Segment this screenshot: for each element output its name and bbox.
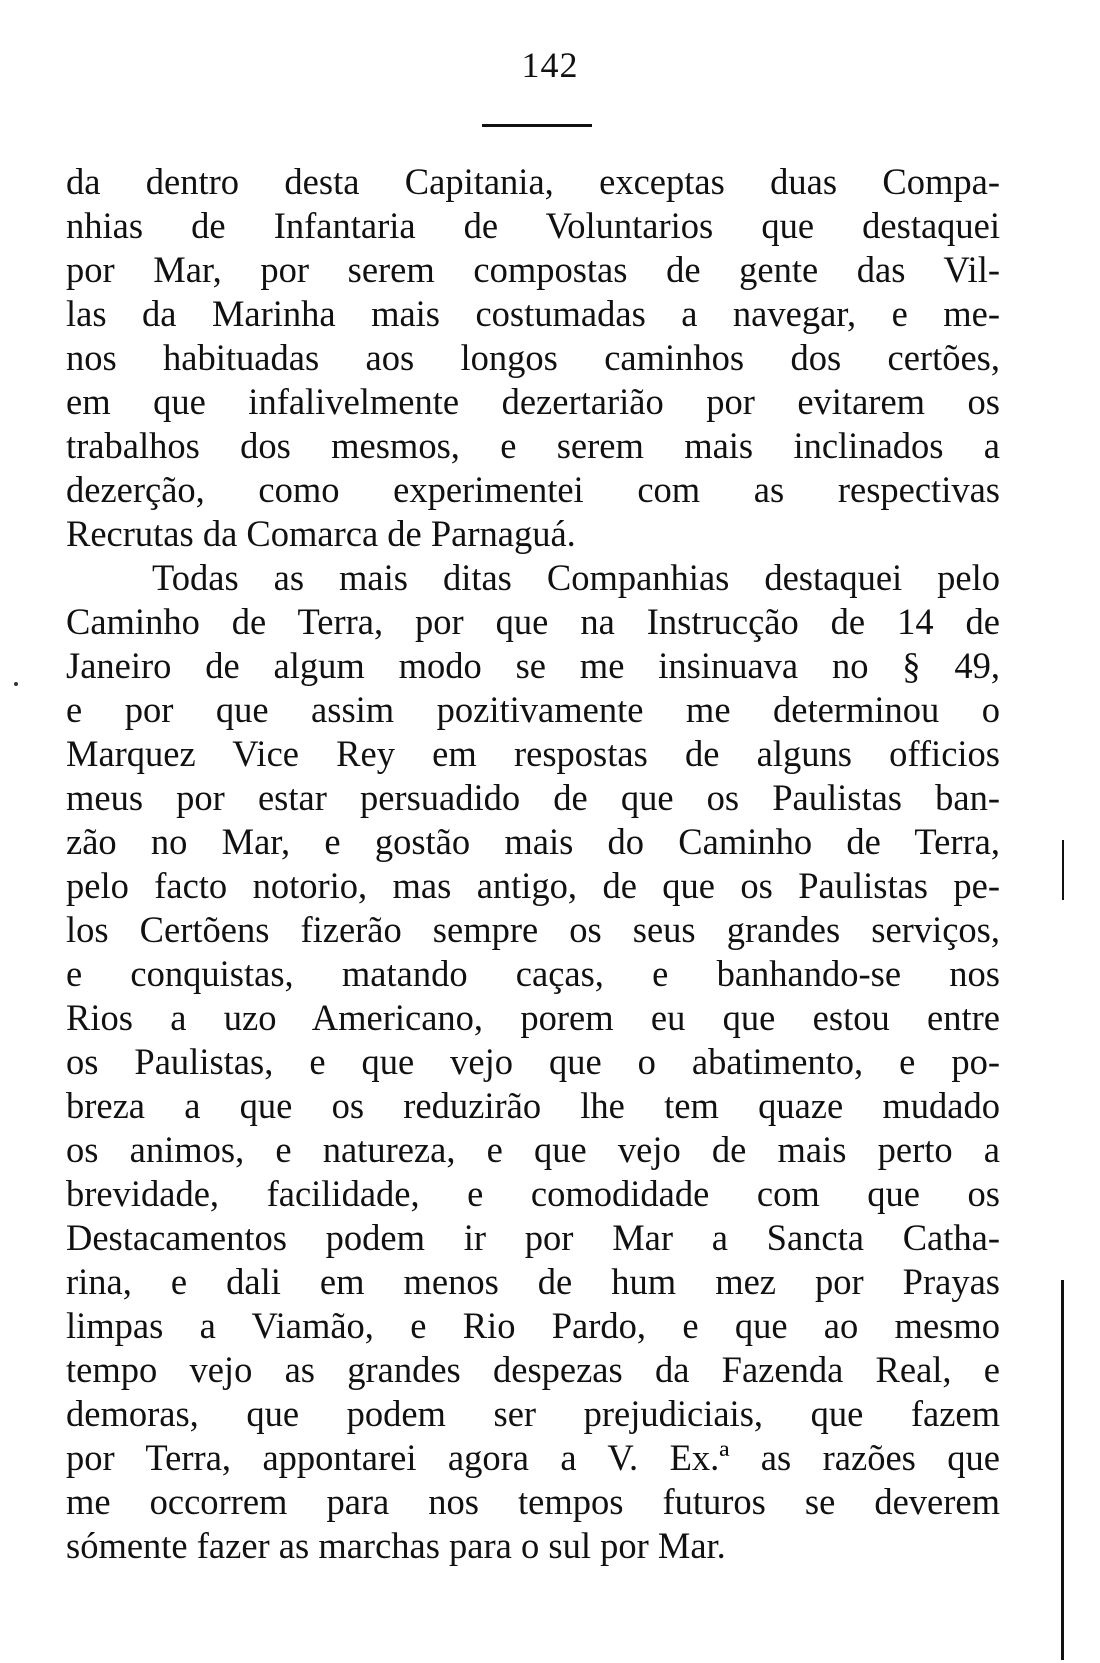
text-line: os Paulistas, e que vejo que o abatimento, e po-	[66, 1041, 1000, 1082]
text-line: da dentro desta Capitania, exceptas duas Compa-	[66, 161, 1000, 202]
text-line: brevidade, facilidade, e comodidade com que os	[66, 1173, 1000, 1214]
paragraph-2	[66, 556, 1000, 1568]
text-line: limpas a Viamão, e Rio Pardo, e que ao mesmo	[66, 1305, 1000, 1346]
text-line: tempo vejo as grandes despezas da Fazenda Real, e	[66, 1349, 1000, 1390]
text-line: Recrutas da Comarca de Parnaguá.	[66, 513, 576, 554]
text-line: nos habituadas aos longos caminhos dos certões,	[66, 337, 1000, 378]
text-line: rina, e dali em menos de hum mez por Prayas	[66, 1261, 1000, 1302]
text-line: Marquez Vice Rey em respostas de alguns officios	[66, 733, 1000, 774]
text-line: Janeiro de algum modo se me insinuava no § 49,	[66, 645, 1000, 686]
text-line: e por que assim pozitivamente me determinou o	[66, 689, 1000, 730]
text-line: Rios a uzo Americano, porem eu que estou entre	[66, 997, 1000, 1038]
text-line: os animos, e natureza, e que vejo de mais perto a	[66, 1129, 1000, 1170]
text-line: zão no Mar, e gostão mais do Caminho de Terra,	[66, 821, 1000, 862]
text-line: Caminho de Terra, por que na Instrucção de 14 de	[66, 601, 1000, 642]
text-line: nhias de Infantaria de Voluntarios que destaquei	[66, 205, 1000, 246]
scan-speck	[14, 682, 18, 686]
text-line: em que infalivelmente dezertarião por evitarem os	[66, 381, 1000, 422]
text-line: pelo facto notorio, mas antigo, de que os Paulistas pe-	[66, 865, 1000, 906]
text-line: las da Marinha mais costumadas a navegar, e me-	[66, 293, 1000, 334]
text-line: Destacamentos podem ir por Mar a Sancta Catha-	[66, 1217, 1000, 1258]
text-line: por Mar, por serem compostas de gente das Vil-	[66, 249, 1000, 290]
paragraph-1	[66, 160, 1000, 556]
body-text	[66, 160, 1000, 1568]
text-line: e conquistas, matando caças, e banhando-se nos	[66, 953, 1000, 994]
header-rule	[482, 124, 592, 127]
text-line: trabalhos dos mesmos, e serem mais inclinados a	[66, 425, 1000, 466]
page-edge-shadow	[1061, 1280, 1064, 1660]
text-line: me occorrem para nos tempos futuros se deverem	[66, 1481, 1000, 1522]
text-line: Todas as mais ditas Companhias destaquei pelo	[152, 557, 1000, 598]
text-line: los Certõens fizerão sempre os seus grandes serviços,	[66, 909, 1000, 950]
text-line: breza a que os reduzirão lhe tem quaze mudado	[66, 1085, 1000, 1126]
page-number: 142	[521, 45, 579, 85]
text-line: demoras, que podem ser prejudiciais, que fazem	[66, 1393, 1000, 1434]
text-line: meus por estar persuadido de que os Paulistas ban-	[66, 777, 1000, 818]
text-line: dezerção, como experimentei com as respectivas	[66, 469, 1000, 510]
page-edge-shadow	[1062, 840, 1064, 900]
text-line: sómente fazer as marchas para o sul por Mar.	[66, 1525, 726, 1566]
text-line: por Terra, appontarei agora a V. Ex.ª as razões que	[66, 1437, 1000, 1478]
